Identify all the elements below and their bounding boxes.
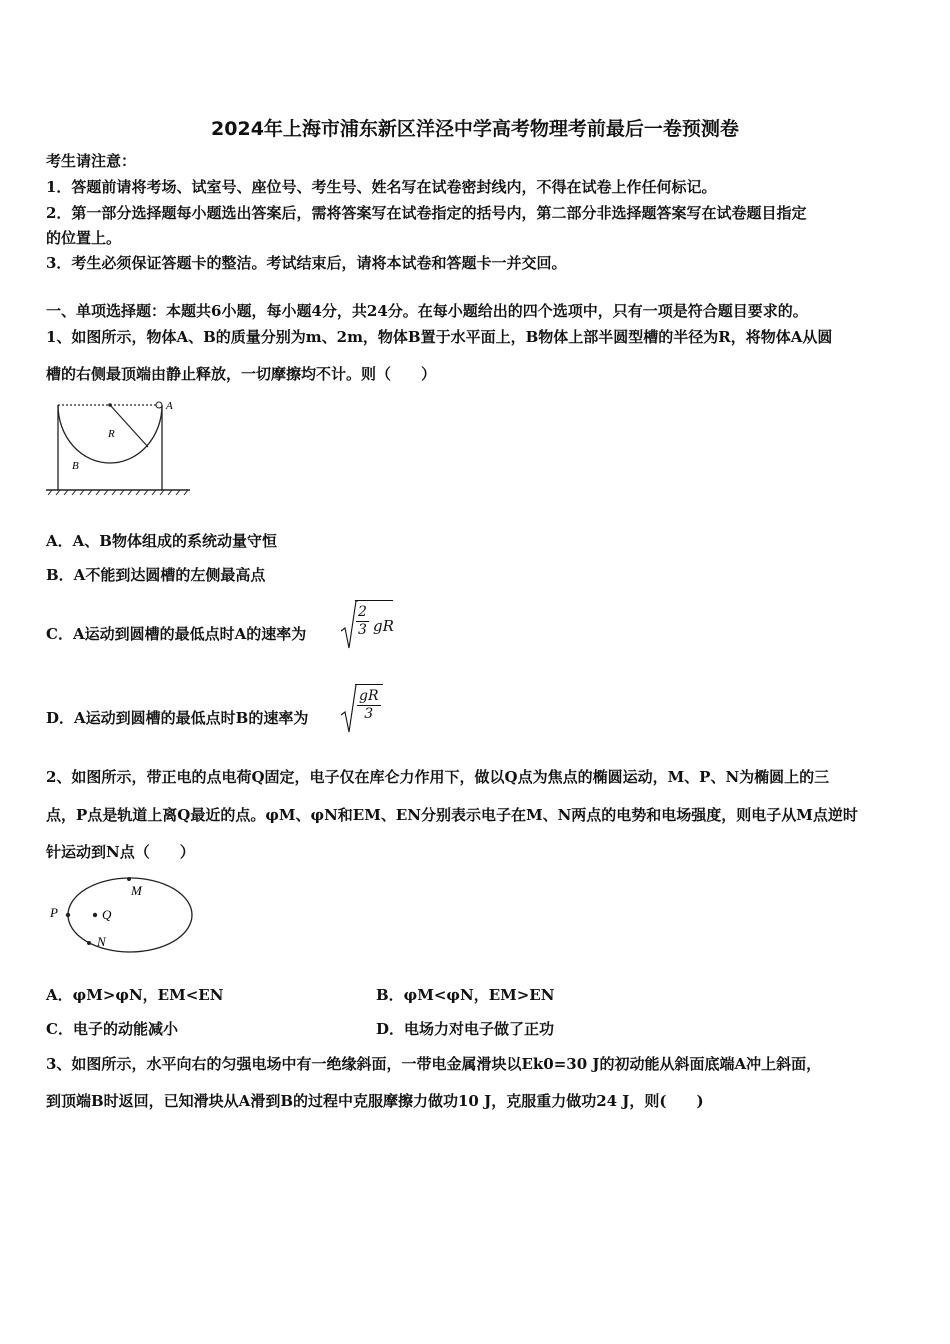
q2-option-d: D．电场力对电子做了正功 — [376, 1020, 555, 1038]
fraction-d-den: 3 — [364, 706, 374, 722]
sqrt-bar-d — [355, 684, 383, 685]
label-a: A — [166, 400, 173, 412]
q1-option-c: C．A运动到圆槽的最低点时A的速率为 — [46, 625, 307, 643]
q3-line2: 到顶端B时返回，已知滑块从A滑到B的过程中克服摩擦力做功10 J，克服重力做功24 J，则( ) — [46, 1092, 704, 1110]
q2-option-b: B．φM<φN，EM>EN — [376, 986, 555, 1004]
q1-option-d: D．A运动到圆槽的最低点时B的速率为 — [46, 709, 309, 727]
sqrt-sign-d — [340, 683, 358, 735]
fraction-d — [357, 688, 381, 723]
notice-item-2: 2．第一部分选择题每小题选出答案后，需将答案写在试卷指定的括号内，第二部分非选择题答案写在试卷题目指定 — [46, 204, 807, 222]
point-q — [93, 913, 97, 917]
q1-option-a: A．A、B物体组成的系统动量守恒 — [46, 532, 277, 550]
q1-line1: 1、如图所示，物体A、B的质量分别为m、2m，物体B置于水平面上，B物体上部半圆型槽的半径为R，将物体A从圆 — [46, 328, 833, 346]
label-b: B — [72, 460, 79, 472]
q1-option-b: B．A不能到达圆槽的左侧最高点 — [46, 566, 266, 584]
fraction-c-den: 3 — [358, 622, 367, 638]
label-n: N — [97, 934, 106, 949]
q2-option-c: C．电子的动能减小 — [46, 1020, 178, 1038]
q2-figure — [44, 872, 204, 962]
notice-item-1: 1．答题前请将考场、试室号、座位号、考生号、姓名写在试卷密封线内，不得在试卷上作任何标记。 — [46, 178, 717, 196]
orbit-ellipse — [68, 878, 192, 952]
q2-line2: 点，P点是轨道上离Q最近的点。φM、φN和EM、EN分别表示电子在M、N两点的电势和电场强度，则电子从M点逆时 — [46, 806, 858, 824]
q1-line2: 槽的右侧最顶端由静止释放，一切摩擦均不计。则（ ） — [46, 365, 437, 383]
center-dot — [108, 403, 112, 407]
label-q: Q — [102, 907, 112, 922]
point-n — [87, 941, 91, 945]
point-m — [127, 877, 131, 881]
q2-option-a: A．φM>φN，EM<EN — [46, 986, 224, 1004]
object-a — [156, 402, 162, 408]
sqrt-bar-c — [355, 600, 393, 601]
groove-block — [58, 405, 162, 490]
label-p: P — [50, 905, 58, 920]
point-p — [66, 913, 70, 917]
fraction-d-num: gR — [359, 688, 379, 704]
label-m: M — [131, 883, 142, 898]
q1-figure — [44, 396, 194, 496]
notice-item-3: 3．考生必须保证答题卡的整洁。考试结束后，请将本试卷和答题卡一并交回。 — [46, 254, 567, 272]
radius-line — [110, 405, 148, 447]
fraction-c — [356, 604, 369, 639]
formula-c-tail: gR — [373, 617, 394, 635]
notice-item-2-cont: 的位置上。 — [46, 229, 122, 247]
q3-line1: 3、如图所示，水平向右的匀强电场中有一绝缘斜面，一带电金属滑块以Ek0=30 J的初动能从斜面底端A冲上斜面， — [46, 1055, 822, 1073]
q2-line3: 针运动到N点（ ） — [46, 843, 195, 861]
fraction-c-num: 2 — [358, 604, 367, 620]
notice-heading: 考生请注意： — [46, 152, 137, 170]
label-r: R — [108, 428, 115, 440]
q2-line1: 2、如图所示，带正电的点电荷Q固定，电子仅在库仑力作用下，做以Q点为焦点的椭圆运动，M、P、N为椭圆上的三 — [46, 768, 830, 786]
page-title: 2024年上海市浦东新区洋泾中学高考物理考前最后一卷预测卷 — [211, 118, 739, 140]
section-heading: 一、单项选择题：本题共6小题，每小题4分，共24分。在每小题给出的四个选项中，只有一项是符合题目要求的。 — [46, 302, 808, 320]
